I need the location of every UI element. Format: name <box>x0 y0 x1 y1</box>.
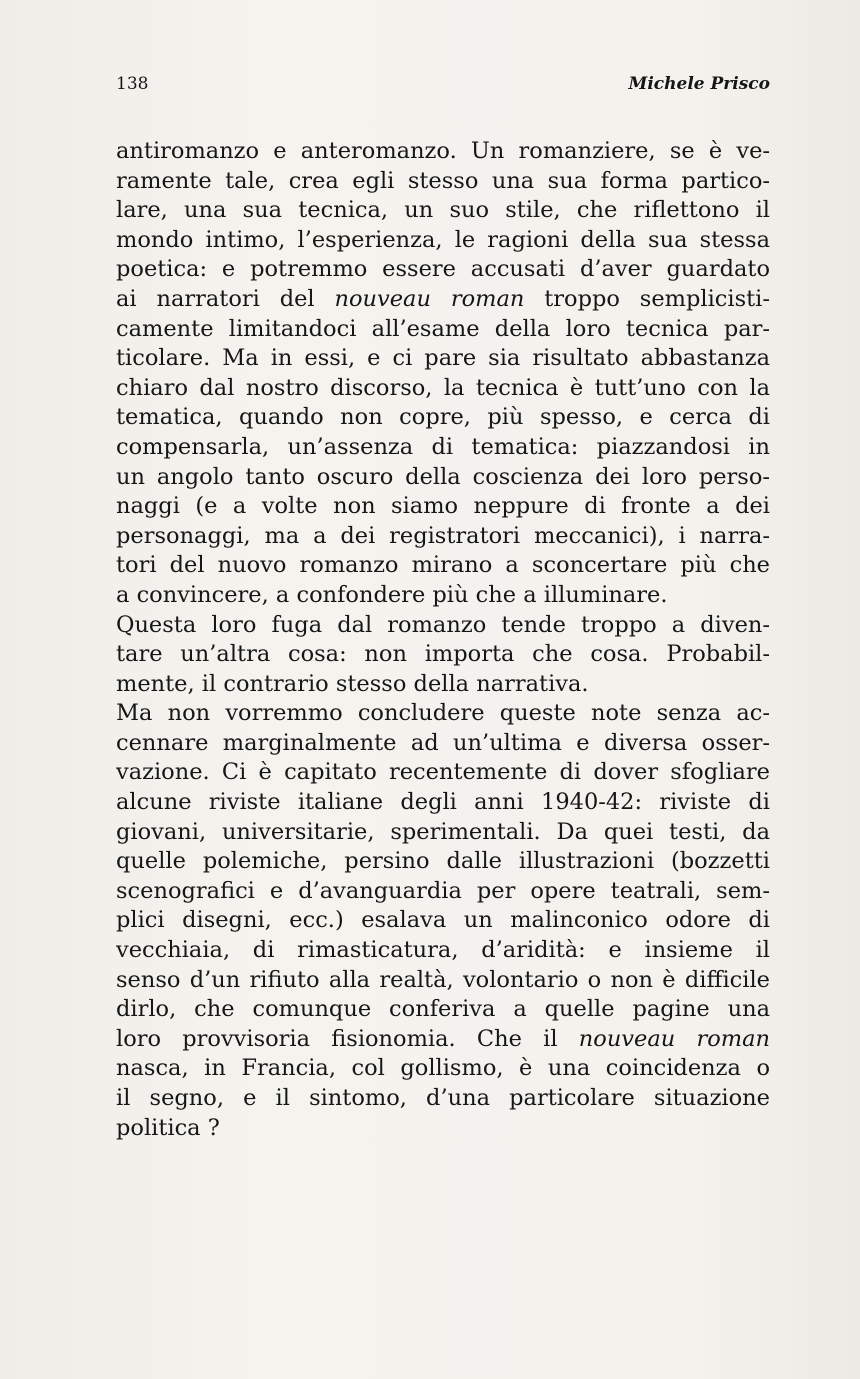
text-line <box>116 196 770 226</box>
text-line <box>116 226 770 256</box>
text-line <box>116 433 770 463</box>
page-header <box>116 74 770 98</box>
text-line-content: plici disegni, ecc.) esalava un malinconico odore di <box>116 907 770 934</box>
text-line <box>116 1025 770 1055</box>
text-line <box>116 729 770 759</box>
running-head: Michele Prisco <box>628 74 770 94</box>
text-line-content: camente limitandoci all’esame della loro tecnica par- <box>116 315 770 342</box>
text-line-content: personaggi, ma a dei registratori meccanici), i narra- <box>116 522 770 549</box>
text-line <box>116 1114 770 1144</box>
text-line-content: naggi (e a volte non siamo neppure di fronte a dei <box>116 493 770 520</box>
text-line <box>116 906 770 936</box>
text-line-content: giovani, universitarie, sperimentali. Da quei testi, da <box>116 818 770 845</box>
text-line <box>116 1084 770 1114</box>
text-line <box>116 936 770 966</box>
text-line-content: ramente tale, crea egli stesso una sua forma partico- <box>116 167 770 194</box>
text-line-content: mente, il contrario stesso della narrativa. <box>116 670 589 697</box>
text-line-content: mondo intimo, l’esperienza, le ragioni della sua stessa <box>116 226 770 253</box>
text-segment: ai narratori del <box>116 285 335 312</box>
text-line-content: tematica, quando non copre, più spesso, e cerca di <box>116 404 770 431</box>
text-line <box>116 818 770 848</box>
text-line <box>116 522 770 552</box>
text-line-content: compensarla, un’assenza di tematica: piazzandosi in <box>116 433 770 460</box>
text-line-content: dirlo, che comunque conferiva a quelle pagine una <box>116 996 770 1023</box>
text-line <box>116 315 770 345</box>
text-line <box>116 788 770 818</box>
text-line <box>116 611 770 641</box>
text-line <box>116 670 770 700</box>
text-line-content: a convincere, a confondere più che a illuminare. <box>116 581 668 608</box>
text-line-content: cennare marginalmente ad un’ultima e diversa osser- <box>116 729 770 756</box>
text-line <box>116 640 770 670</box>
body-text <box>116 137 770 1143</box>
text-line-content: il segno, e il sintomo, d’una particolare situazione <box>116 1085 770 1111</box>
text-line-content: Questa loro fuga dal romanzo tende troppo a diven- <box>116 611 770 638</box>
text-line <box>116 167 770 197</box>
text-line-content: vazione. Ci è capitato recentemente di dover sfogliare <box>116 759 770 786</box>
text-line <box>116 877 770 907</box>
text-line <box>116 137 770 167</box>
text-line-content: ticolare. Ma in essi, e ci pare sia risultato abbastanza <box>116 345 770 372</box>
text-line-content: lare, una sua tecnica, un suo stile, che riflettono il <box>116 197 770 224</box>
text-line-content: antiromanzo e anteromanzo. Un romanziere, se è ve- <box>116 138 770 164</box>
text-line-content: poetica: e potremmo essere accusati d’aver guardato <box>116 256 770 283</box>
text-line <box>116 492 770 522</box>
text-line <box>116 285 770 315</box>
text-line-content: chiaro dal nostro discorso, la tecnica è tutt’uno con la <box>116 374 770 401</box>
text-line-content: nasca, in Francia, col gollismo, è una coincidenza o <box>116 1055 770 1082</box>
text-line-content: politica ? <box>116 1114 220 1141</box>
text-line-content: scenografici e d’avanguardia per opere teatrali, sem- <box>116 877 770 904</box>
text-line <box>116 966 770 996</box>
italic-title: nouveau roman <box>578 1025 770 1052</box>
text-line <box>116 551 770 581</box>
text-line-content: tare un’altra cosa: non importa che cosa. Probabil- <box>116 641 770 668</box>
italic-title: nouveau roman <box>334 285 525 312</box>
text-line-content: quelle polemiche, persino dalle illustrazioni (bozzetti <box>116 848 770 875</box>
text-line-content: senso d’un rifiuto alla realtà, volontario o non è difficile <box>116 966 770 993</box>
text-segment: loro provvisoria fisionomia. Che il <box>116 1025 579 1052</box>
text-line <box>116 374 770 404</box>
text-line <box>116 758 770 788</box>
page-number: 138 <box>116 74 149 94</box>
text-line-content: alcune riviste italiane degli anni 1940-42: riviste di <box>116 789 770 816</box>
text-line <box>116 463 770 493</box>
text-segment: troppo semplicisti- <box>524 285 770 312</box>
text-line-content: tori del nuovo romanzo mirano a sconcertare più che <box>116 552 770 579</box>
text-line <box>116 847 770 877</box>
text-line <box>116 699 770 729</box>
text-line <box>116 1054 770 1084</box>
text-line <box>116 403 770 433</box>
text-line <box>116 581 770 611</box>
text-line-content: Ma non vorremmo concludere queste note senza ac- <box>116 700 770 727</box>
text-line <box>116 344 770 374</box>
text-line-content: un angolo tanto oscuro della coscienza dei loro perso- <box>116 463 770 490</box>
text-line-content: vecchiaia, di rimasticatura, d’aridità: e insieme il <box>116 937 770 964</box>
text-line <box>116 255 770 285</box>
text-line <box>116 995 770 1025</box>
